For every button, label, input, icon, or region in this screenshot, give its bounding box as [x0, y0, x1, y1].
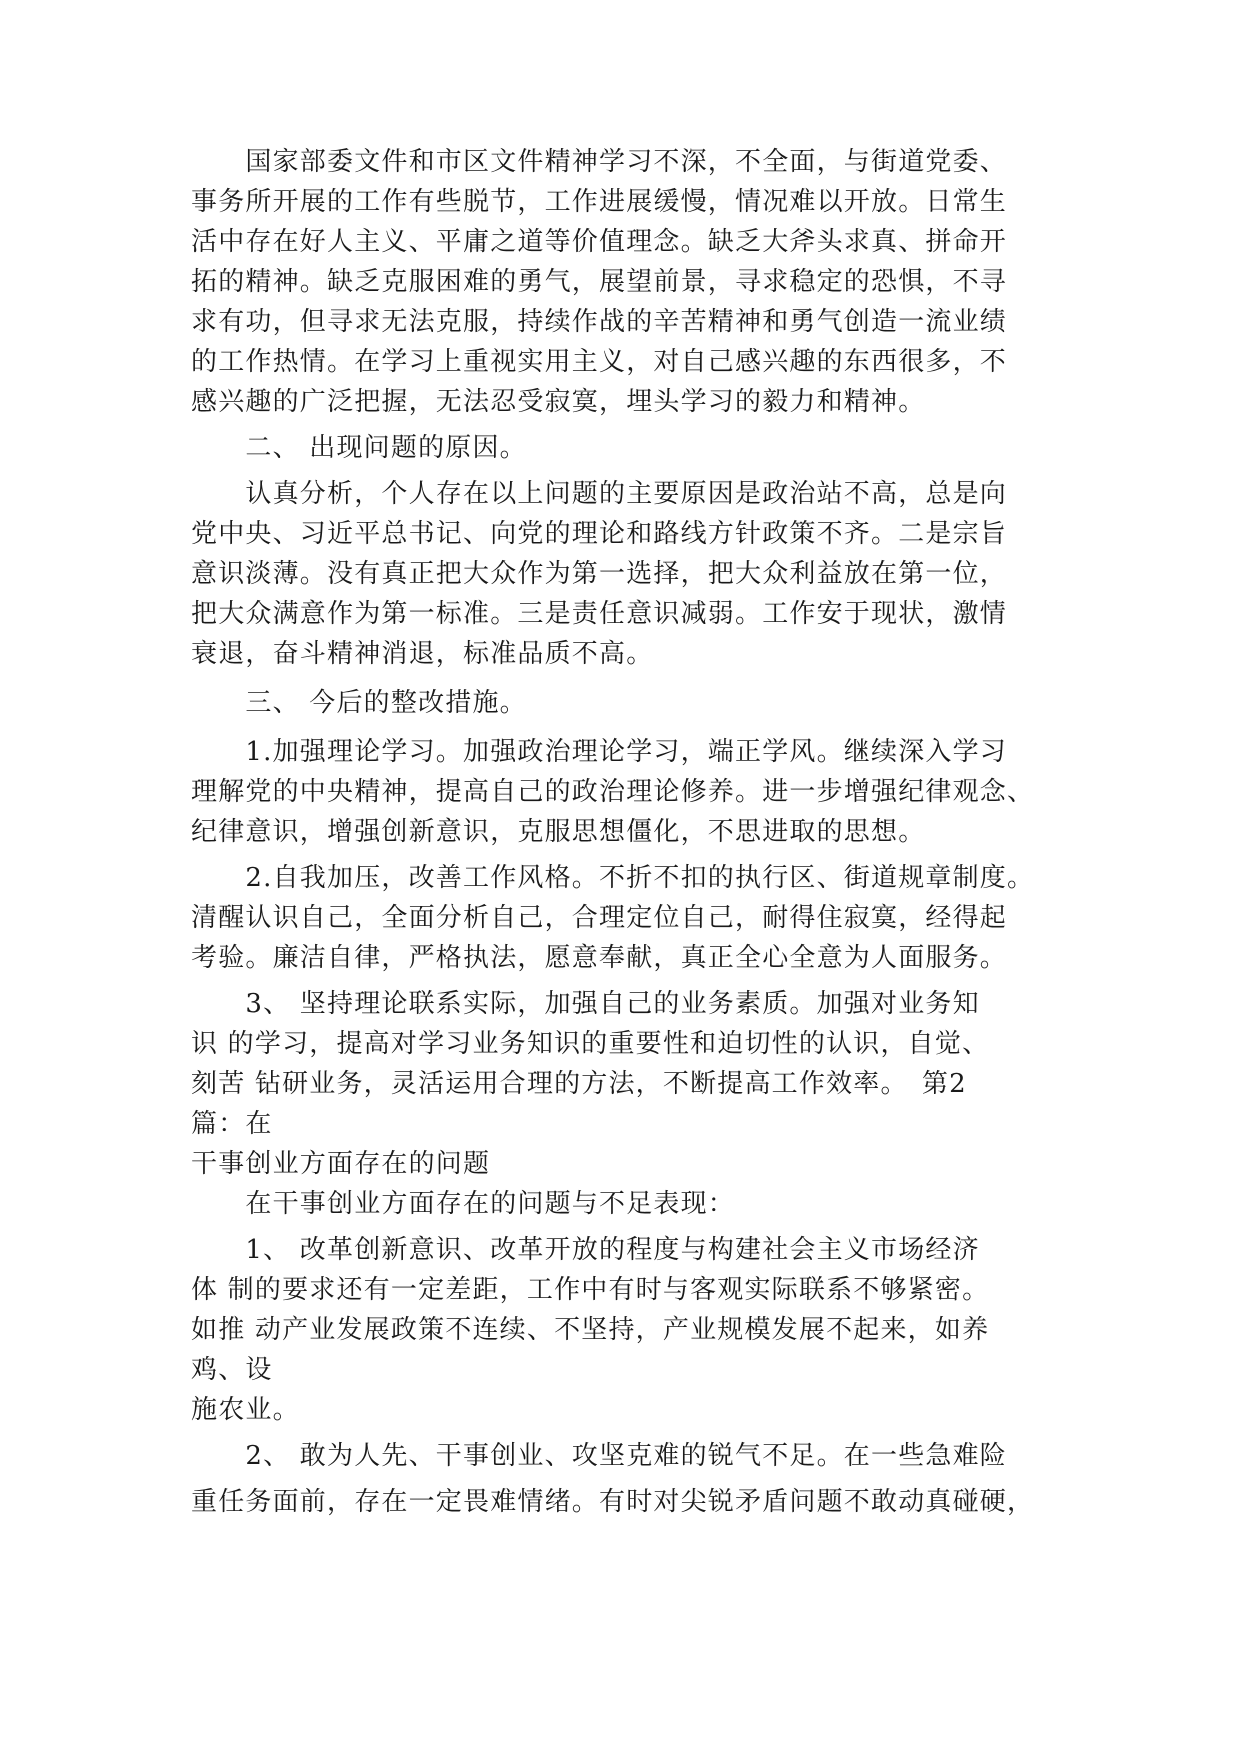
- text-line: 事务所开展的工作有些脱节，工作进展缓慢，情况难以开放。日常生: [191, 187, 1008, 217]
- text-line: 识 的学习，提高对学习业务知识的重要性和迫切性的认识，自觉、: [191, 1029, 990, 1059]
- document-body: [191, 142, 1061, 1522]
- text-line: 求有功，但寻求无法克服，持续作战的辛苦精神和勇气创造一流业绩: [191, 307, 1008, 337]
- text-line: 如推 动产业发展政策不连续、不坚持，产业规模发展不起来，如养: [191, 1315, 990, 1345]
- text-line: 重任务面前，存在一定畏难情绪。有时对尖锐矛盾问题不敢动真碰硬，: [191, 1487, 1035, 1517]
- text-line: 考验。廉洁自律，严格执法，愿意奉献，真正全心全意为人面服务。: [191, 943, 1008, 973]
- text-line: 活中存在好人主义、平庸之道等价值理念。缺乏大斧头求真、拼命开: [191, 227, 1008, 257]
- text-line: 体 制的要求还有一定差距，工作中有时与客观实际联系不够紧密。: [191, 1275, 990, 1305]
- text-line: 意识淡薄。没有真正把大众作为第一选择，把大众利益放在第一位，: [191, 559, 1008, 589]
- text-line: 2、 敢为人先、干事创业、攻坚克难的锐气不足。在一些急难险: [191, 1441, 1008, 1471]
- text-line: 把大众满意作为第一标准。三是责任意识减弱。工作安于现状，激情: [191, 599, 1008, 629]
- text-line: 鸡、设: [191, 1355, 273, 1385]
- text-line: 篇：在: [191, 1109, 273, 1139]
- section-title: 干事创业方面存在的问题: [191, 1149, 491, 1179]
- text-line: 在干事创业方面存在的问题与不足表现：: [191, 1189, 736, 1219]
- text-line: 清醒认识自己，全面分析自己，合理定位自己，耐得住寂寞，经得起: [191, 903, 1008, 933]
- text-line: 理解党的中央精神，提高自己的政治理论修养。进一步增强纪律观念、: [191, 777, 1035, 807]
- text-line: 纪律意识，增强创新意识，克服思想僵化，不思进取的思想。: [191, 817, 926, 847]
- text-line: 2.自我加压，改善工作风格。不折不扣的执行区、街道规章制度。: [191, 863, 1035, 893]
- text-line: 认真分析，个人存在以上问题的主要原因是政治站不高，总是向: [191, 479, 1008, 509]
- text-line: 1.加强理论学习。加强政治理论学习，端正学风。继续深入学习: [191, 737, 1008, 767]
- section-heading: 二、 出现问题的原因。: [191, 433, 527, 463]
- text-line: 1、 改革创新意识、改革开放的程度与构建社会主义市场经济: [191, 1235, 980, 1265]
- text-line: 施农业。: [191, 1395, 300, 1425]
- text-line: 的工作热情。在学习上重视实用主义，对自己感兴趣的东西很多，不: [191, 347, 1008, 377]
- text-line: 国家部委文件和市区文件精神学习不深，不全面，与街道党委、: [191, 147, 1008, 177]
- text-line: 党中央、习近平总书记、向党的理论和路线方针政策不齐。二是宗旨: [191, 519, 1008, 549]
- text-line: 感兴趣的广泛把握，无法忍受寂寞，埋头学习的毅力和精神。: [191, 387, 926, 417]
- text-line: 拓的精神。缺乏克服困难的勇气，展望前景，寻求稳定的恐惧，不寻: [191, 267, 1008, 297]
- text-line: 刻苦 钻研业务，灵活运用合理的方法，不断提高工作效率。 第2: [191, 1069, 967, 1099]
- section-heading: 三、 今后的整改措施。: [191, 688, 527, 718]
- text-line: 衰退，奋斗精神消退，标准品质不高。: [191, 639, 654, 669]
- text-line: 3、 坚持理论联系实际，加强自己的业务素质。加强对业务知: [191, 989, 980, 1019]
